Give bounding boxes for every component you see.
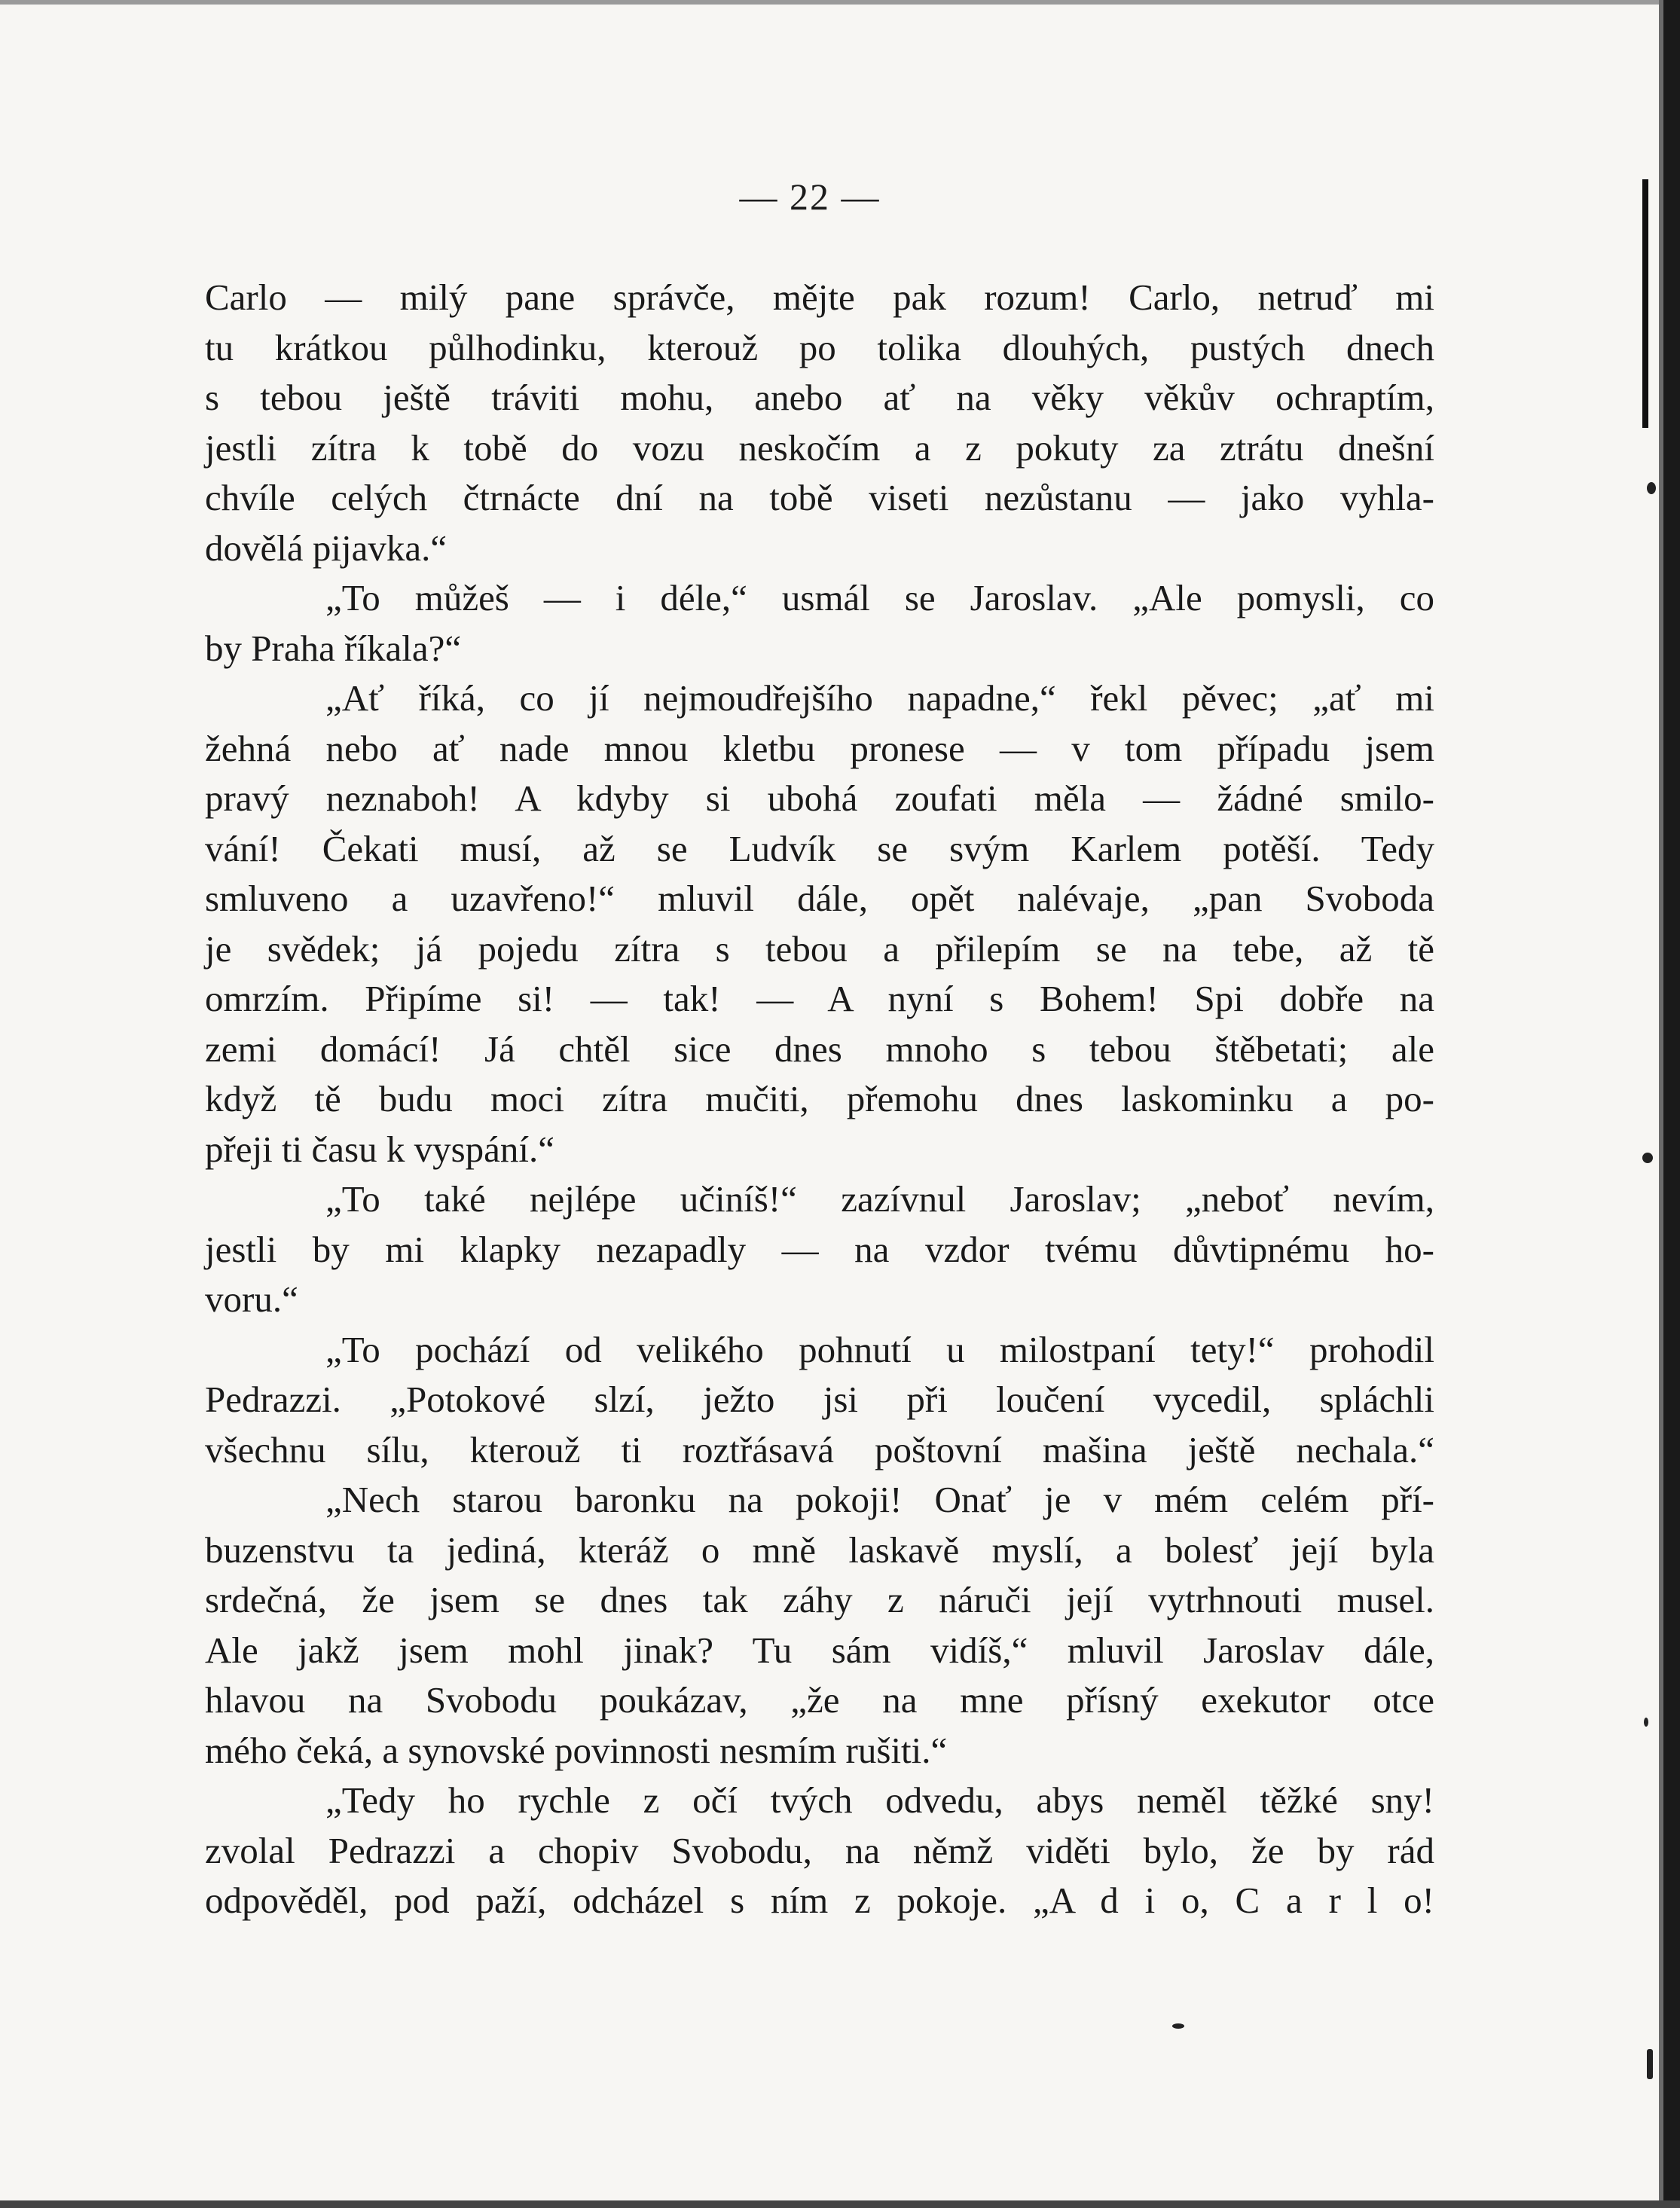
ink-speck <box>1647 482 1656 494</box>
text-line: dovělá pijavka.“ <box>205 527 447 569</box>
text-line: srdečná, že jsem se dnes tak záhy z náruči její vytrhnouti musel. <box>205 1579 1434 1620</box>
ink-speck <box>1647 2049 1653 2079</box>
text-line: omrzím. Připíme si! — tak! — A nyní s Bohem! Spi dobře na <box>205 978 1434 1019</box>
text-line: Pedrazzi. „Potokové slzí, ježto jsi při loučení vycedil, spláchli <box>205 1379 1434 1420</box>
text-line: tu krátkou půlhodinku, kterouž po tolika dlouhých, pustých dnech <box>205 326 1434 368</box>
text-line: voru.“ <box>205 1278 298 1320</box>
text-line: vání! Čekati musí, až se Ludvík se svým Karlem potěší. Tedy <box>205 827 1434 869</box>
page-number: — 22 — <box>739 176 881 218</box>
text-line: přeji ti času k vyspání.“ <box>205 1128 555 1170</box>
scan-edge-bottom <box>0 2200 1680 2208</box>
text-line: jestli zítra k tobě do vozu neskočím a z pokuty za ztrátu dnešní <box>205 426 1434 469</box>
text-line: žehná nebo ať nade mnou kletbu pronese — v tom případu jsem <box>205 727 1434 769</box>
text-line: „To také nejlépe učiníš!“ zazívnul Jaroslav; „neboť nevím, <box>325 1178 1434 1220</box>
text-line: zemi domácí! Já chtěl sice dnes mnoho s tebou štěbetati; ale <box>205 1028 1434 1070</box>
text-line: „To pochází od velikého pohnutí u milostpaní tety!“ prohodil <box>325 1328 1434 1370</box>
text-line: „Ať říká, co jí nejmoudřejšího napadne,“ řekl pěvec; „ať mi <box>325 677 1434 719</box>
text-line: mého čeká, a synovské povinnosti nesmím rušiti.“ <box>205 1729 948 1771</box>
text-line: „Tedy ho rychle z očí tvých odvedu, abys neměl těžké sny! <box>325 1779 1434 1821</box>
text-line: buzenstvu ta jediná, kteráž o mně laskavě myslí, a bolesť její byla <box>205 1528 1434 1571</box>
ink-speck <box>1642 1153 1653 1163</box>
text-line: Carlo — milý pane správče, mějte pak rozum! Carlo, netruď mi <box>205 276 1434 318</box>
text-line: když tě budu moci zítra mučiti, přemohu dnes laskominku a po- <box>205 1078 1434 1119</box>
text-line: hlavou na Svobodu poukázav, „že na mne přísný exekutor otce <box>205 1679 1434 1721</box>
margin-mark <box>1642 179 1648 428</box>
text-line: s tebou ještě tráviti mohu, anebo ať na věky věkův ochraptím, <box>205 377 1434 418</box>
ink-speck <box>1644 1718 1648 1727</box>
scan-edge-top <box>0 0 1680 5</box>
text-line: „Nech starou baronku na pokoji! Onať je v mém celém pří- <box>325 1479 1434 1520</box>
text-line: pravý neznaboh! A kdyby si ubohá zoufati měla — žádné smilo- <box>205 777 1434 819</box>
body-text <box>205 273 1434 1926</box>
text-line: jestli by mi klapky nezapadly — na vzdor tvému důvtipnému ho- <box>205 1228 1434 1270</box>
text-line: je svědek; já pojedu zítra s tebou a přilepím se na tebe, až tě <box>205 927 1434 970</box>
text-line: by Praha říkala?“ <box>205 627 462 669</box>
text-line: chvíle celých čtrnácte dní na tobě viseti nezůstanu — jako vyhla- <box>205 477 1434 518</box>
scan-edge-right <box>1663 0 1680 2208</box>
text-line: „To můžeš — i déle,“ usmál se Jaroslav. „Ale pomysli, co <box>325 577 1434 618</box>
text-line: zvolal Pedrazzi a chopiv Svobodu, na němž viděti bylo, že by rád <box>205 1829 1434 1871</box>
text-line: odpověděl, pod paží, odcházel s ním z pokoje. „A d i o, C a r l o! <box>205 1880 1434 1921</box>
text-line: všechnu sílu, kterouž ti roztřásavá poštovní mašina ještě nechala.“ <box>205 1428 1434 1470</box>
text-line: smluveno a uzavřeno!“ mluvil dále, opět nalévaje, „pan Svoboda <box>205 878 1434 919</box>
text-line: Ale jakž jsem mohl jinak? Tu sám vidíš,“ mluvil Jaroslav dále, <box>205 1629 1434 1671</box>
ink-speck <box>1172 2023 1184 2029</box>
